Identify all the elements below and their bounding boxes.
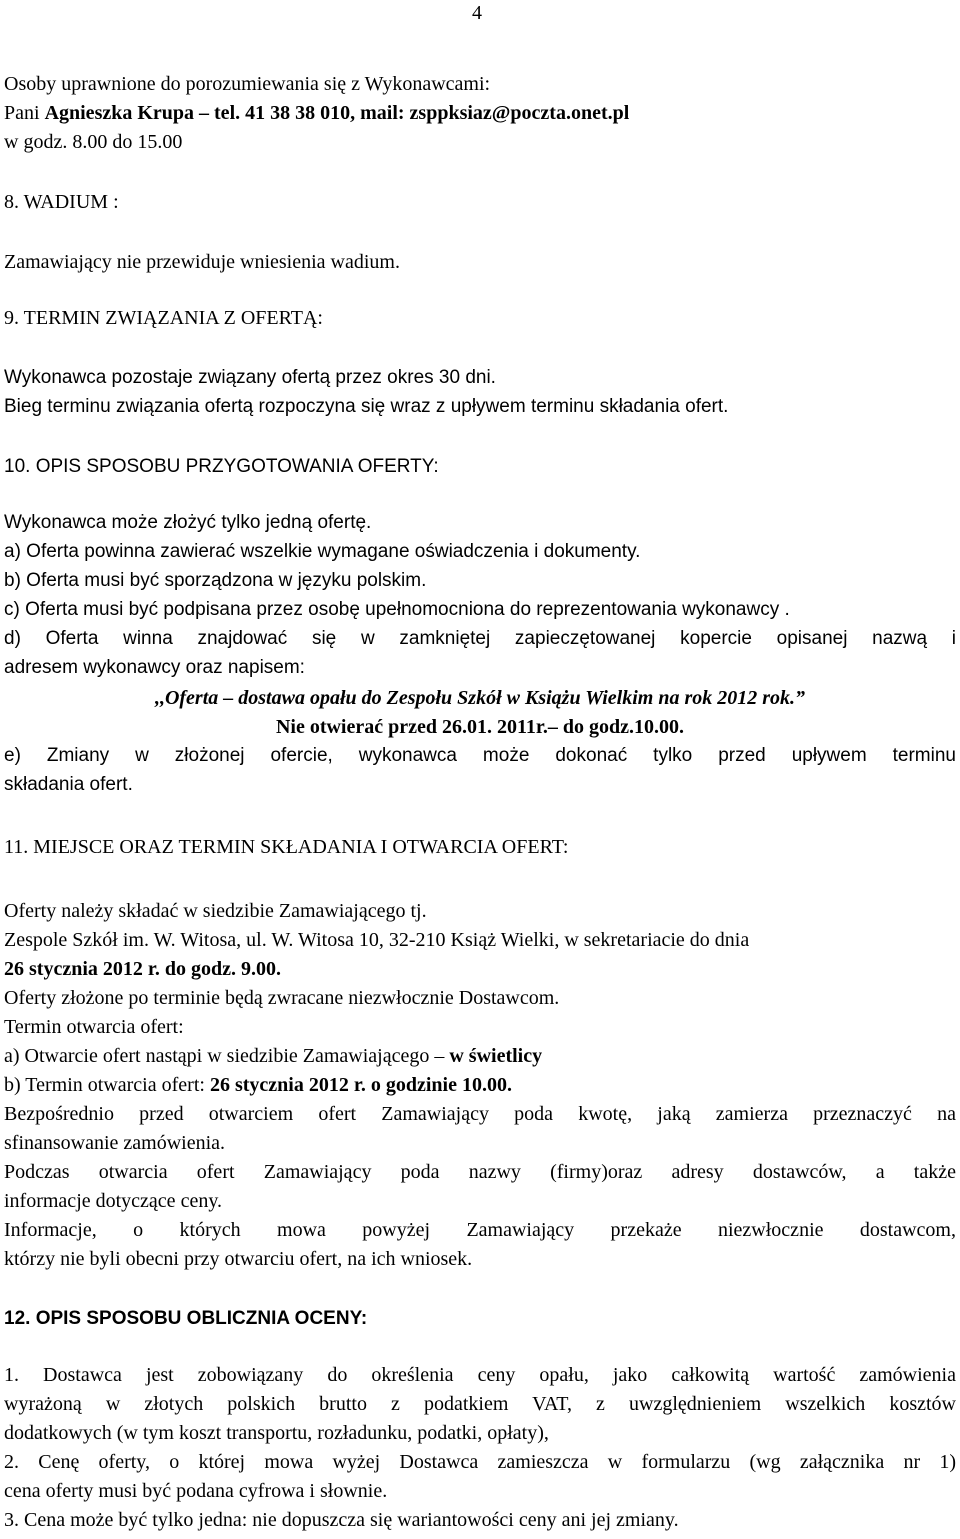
contacts-person-details: Agnieszka Krupa – tel. 41 38 38 010, mail: zsppksiaz@poczta.onet.pl	[44, 102, 630, 124]
section-12-line-4: 2. Cenę oferty, o której mowa wyżej Dostawca zamieszcza w formularzu (wg załącznika nr 1)	[4, 1451, 956, 1473]
section-11-heading: 11. MIEJSCE ORAZ TERMIN SKŁADANIA I OTWARCIA OFERT:	[4, 836, 569, 858]
envelope-label-line-2	[4, 713, 956, 741]
section-12-line-6: 3. Cena może być tylko jedna: nie dopuszcza się wariantowości ceny ani jej zmiany.	[4, 1509, 679, 1531]
section-11-line-6	[4, 1042, 956, 1070]
envelope-label-text-2: Nie otwierać przed 26.01. 2011r.– do godz.10.00.	[275, 716, 685, 738]
contacts-person	[4, 99, 956, 127]
section-11-line-13: którzy nie byli obecni przy otwarciu ofert, na ich wniosek.	[4, 1248, 473, 1270]
section-10-item-b: b) Oferta musi być sporządzona w języku polskim.	[4, 570, 427, 591]
section-10-heading: 10. OPIS SPOSOBU PRZYGOTOWANIA OFERTY:	[4, 456, 439, 477]
section-12-heading	[4, 1305, 956, 1333]
section-11-line-9: sfinansowanie zamówienia.	[4, 1132, 226, 1154]
section-10-item-a: a) Oferta powinna zawierać wszelkie wymagane oświadczenia i dokumenty.	[4, 541, 641, 562]
contacts-hours: w godz. 8.00 do 15.00	[4, 131, 183, 153]
section-11-line-7-text: b) Termin otwarcia ofert:	[4, 1074, 210, 1096]
section-12-line-3: dodatkowych (w tym koszt transportu, rozładunku, podatki, opłaty),	[4, 1422, 549, 1444]
page-number: 4	[472, 2, 482, 24]
section-11-line-4: Oferty złożone po terminie będą zwracane niezwłocznie Dostawcom.	[4, 987, 560, 1009]
section-12-line-1: 1. Dostawca jest zobowiązany do określenia ceny opału, jako całkowitą wartość zamówienia	[4, 1364, 956, 1386]
section-10-item-d-line-1: d) Oferta winna znajdować się w zamkniętej zapieczętowanej kopercie opisanej nazwą i	[4, 628, 956, 649]
section-11-line-5: Termin otwarcia ofert:	[4, 1016, 184, 1038]
section-11-line-7-date: 26 stycznia 2012 r. o godzinie 10.00.	[209, 1074, 512, 1096]
section-12-line-2: wyrażoną w złotych polskich brutto z podatkiem VAT, z uwzględnieniem wszelkich kosztów	[4, 1393, 956, 1415]
contacts-person-prefix: Pani	[4, 102, 45, 124]
section-11-line-2: Zespole Szkół im. W. Witosa, ul. W. Witosa 10, 32-210 Książ Wielki, w sekretariacie do dnia	[4, 929, 750, 951]
section-9-heading: 9. TERMIN ZWIĄZANIA Z OFERTĄ:	[4, 307, 323, 329]
section-10-item-c: c) Oferta musi być podpisana przez osobę upełnomocniona do reprezentowania wykonawcy .	[4, 599, 790, 620]
section-12-line-5: cena oferty musi być podana cyfrowa i słownie.	[4, 1480, 388, 1502]
envelope-label-text-1: ,,Oferta – dostawa opału do Zespołu Szkół w Książu Wielkim na rok 2012 rok.”	[154, 687, 806, 709]
section-10-item-e-line-2: składania ofert.	[4, 774, 133, 795]
section-11-line-10: Podczas otwarcia ofert Zamawiający poda nazwy (firmy)oraz adresy dostawców, a także	[4, 1161, 956, 1183]
section-11-line-7	[4, 1071, 956, 1099]
section-8-text: Zamawiający nie przewiduje wniesienia wadium.	[4, 251, 400, 273]
section-11-deadline-text: 26 stycznia 2012 r. do godz. 9.00.	[4, 958, 282, 980]
section-11-deadline	[4, 955, 956, 983]
envelope-label-line-1	[4, 684, 956, 712]
section-11-line-6-place: w świetlicy	[449, 1045, 543, 1067]
section-11-line-11: informacje dotyczące ceny.	[4, 1190, 223, 1212]
section-9-line-1: Wykonawca pozostaje związany ofertą przez okres 30 dni.	[4, 367, 496, 388]
section-11-line-12: Informacje, o których mowa powyżej Zamawiający przekaże niezwłocznie dostawcom,	[4, 1219, 956, 1241]
section-11-line-1: Oferty należy składać w siedzibie Zamawiającego tj.	[4, 900, 427, 922]
section-11-line-6-text: a) Otwarcie ofert nastąpi w siedzibie Zamawiającego –	[4, 1045, 450, 1067]
section-11-line-8: Bezpośrednio przed otwarciem ofert Zamawiający poda kwotę, jaką zamierza przeznaczyć na	[4, 1103, 956, 1125]
section-10-item-e-line-1: e) Zmiany w złożonej ofercie, wykonawca może dokonać tylko przed upływem terminu	[4, 745, 956, 766]
section-12-heading-text: 12. OPIS SPOSOBU OBLICZNIA OCENY:	[4, 1308, 368, 1329]
section-8-heading: 8. WADIUM :	[4, 191, 119, 213]
section-10-line-0: Wykonawca może złożyć tylko jedną ofertę.	[4, 512, 372, 533]
section-10-item-d-line-2: adresem wykonawcy oraz napisem:	[4, 657, 305, 678]
section-9-line-2: Bieg terminu związania ofertą rozpoczyna się wraz z upływem terminu składania ofert.	[4, 396, 729, 417]
contacts-intro: Osoby uprawnione do porozumiewania się z Wykonawcami:	[4, 73, 491, 95]
